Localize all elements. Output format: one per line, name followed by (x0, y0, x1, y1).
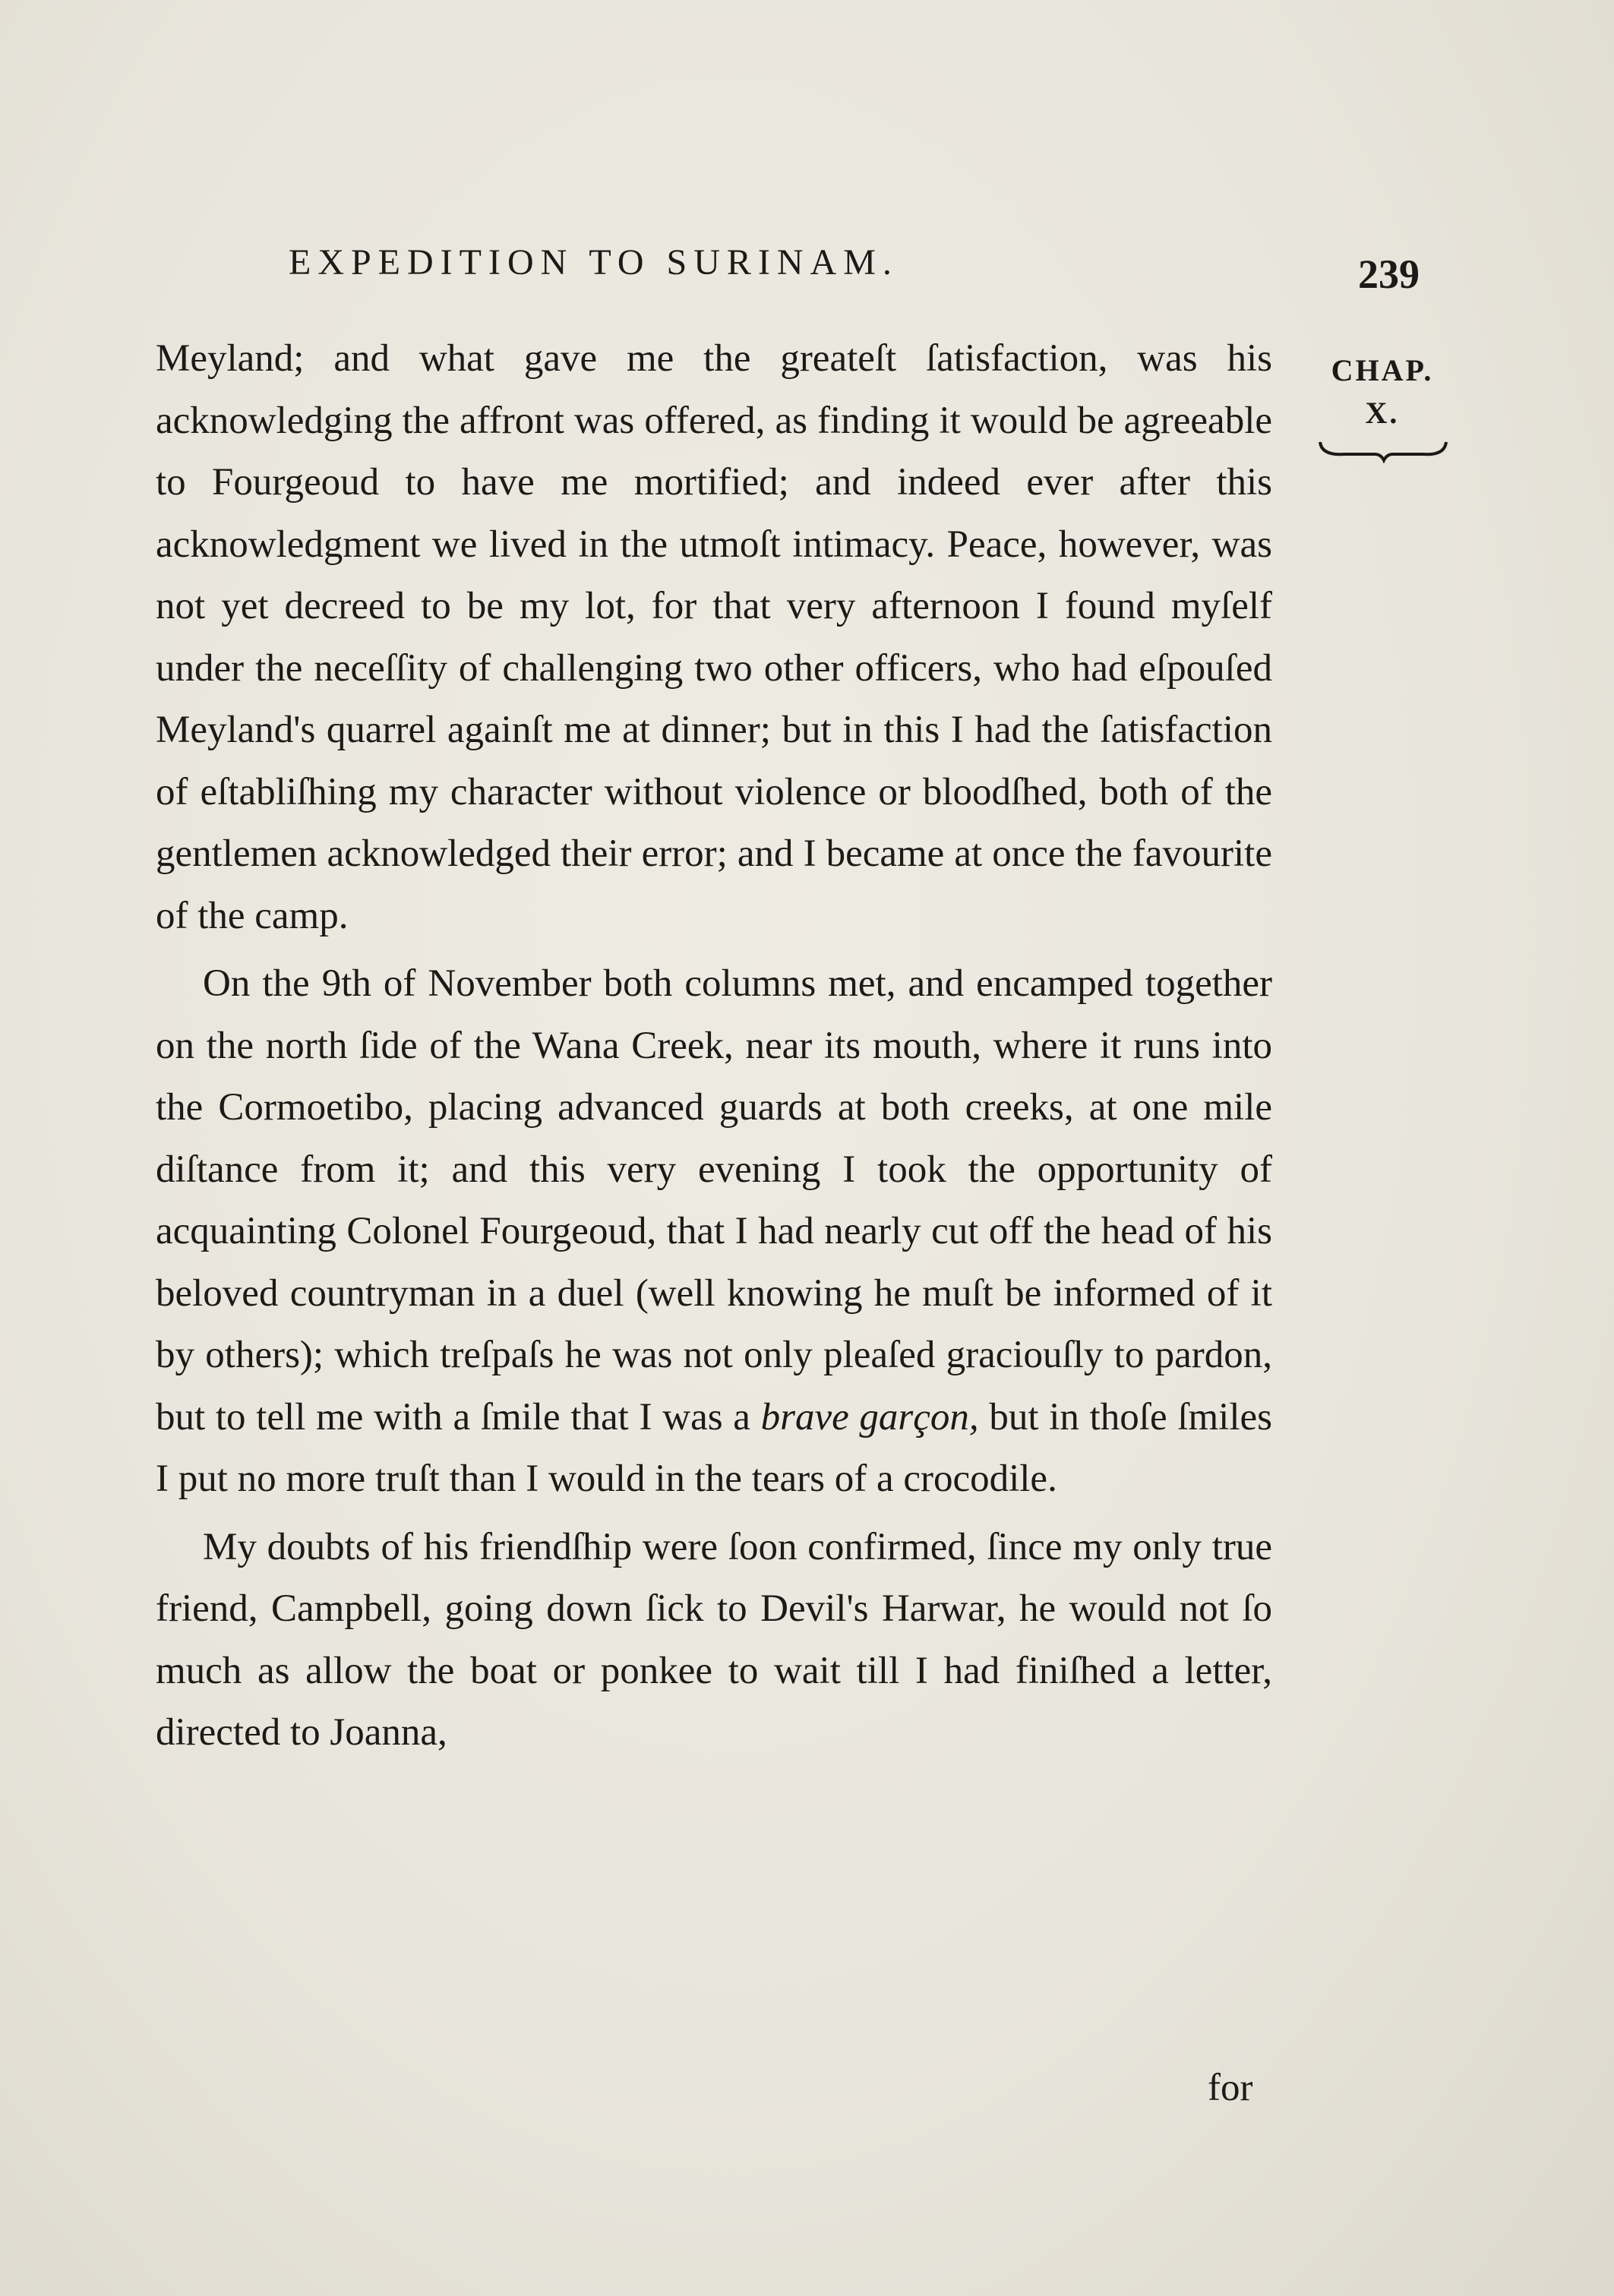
chapter-margin-note (1306, 349, 1458, 465)
running-title: EXPEDITION TO SURINAM. (289, 242, 899, 283)
paragraph-2-start: On the 9th of November both columns met, and encamped together on the north ſide of the Wana Creek, near its mouth, where it runs into the Cormoetibo, placing advanced guards at both creeks, at one mile diſtance from it; and this very evening I took the opportunity of acquainting Colonel Fourgeoud, that I had nearly cut off the head of his beloved countryman in a duel (well knowing he muſt be informed of it by others); which treſpaſs he was not only pleaſed graciouſly to pardon, but to tell me with a ſmile that I was a (156, 962, 1272, 1439)
chapter-number: X. (1365, 396, 1400, 430)
catchword: for (1208, 2067, 1253, 2109)
page-number: 239 (1358, 251, 1420, 297)
paragraph-3: My doubts of his friendſhip were ſoon confirmed, ſince my only true friend, Campbell, going down ſick to Devil's Harwar, he would not ſo much as allow the boat or ponkee to wait till I had finiſhed a letter, directed to Joanna, (156, 1525, 1272, 1754)
paragraph-2-end: but in thoſe ſmiles I put no more truſt than I would in the tears of a crocodile. (156, 1395, 1272, 1500)
brace-ornament-icon (1314, 434, 1451, 465)
paragraph-2 (156, 953, 1272, 1511)
chapter-label: CHAP. (1331, 353, 1434, 387)
paragraph-1: Meyland; and what gave me the greateſt ſatisfaction, was his acknowledging the affront was offered, as finding it would be agreeable to Fourgeoud to have me mortified; and indeed ever after this acknowledgment we lived in the utmoſt intimacy. Peace, however, was not yet decreed to be my lot, for that very afternoon I found myſelf under the neceſſity of challenging two other officers, who had eſpouſed Meyland's quarrel againſt me at dinner; but in this I had the ſatisfaction of eſtabliſhing my character without violence or bloodſhed, both of the gentlemen acknowledged their error; and I became at once the favourite of the camp. (156, 337, 1272, 937)
body-text (156, 328, 1272, 1764)
paragraph-2-italic: brave garçon, (760, 1395, 979, 1439)
